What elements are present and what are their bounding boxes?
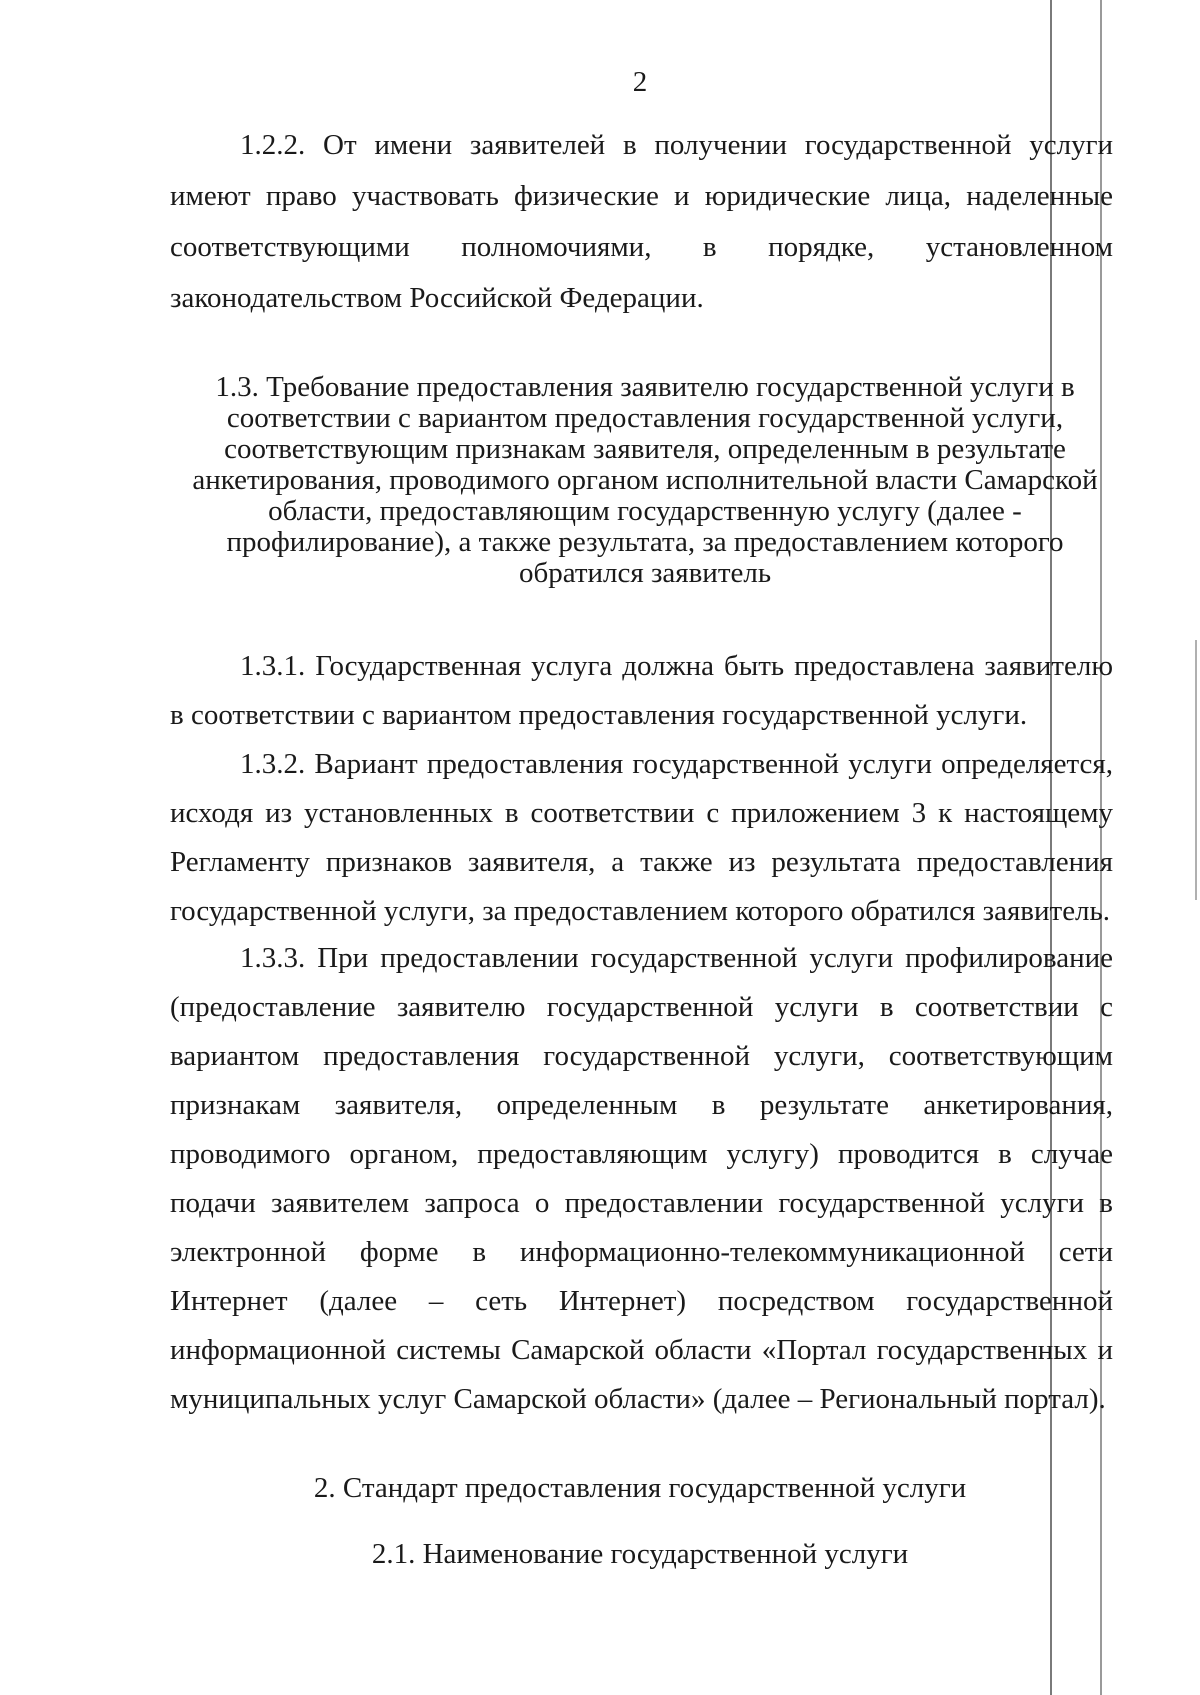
- section-2-1-title: 2.1. Наименование государственной услуги: [371, 1538, 909, 1570]
- scan-edge-line: [1195, 640, 1197, 900]
- clause-1-2-2: 1.2.2. От имени заявителей в получении государственной услуги имеют право участвовать физические и юридические лица, наделенные соответствующими полномочиями, в порядке, установленном законодательством Российской Федерации.: [170, 129, 1113, 314]
- clause-1-3-3: 1.3.3. При предоставлении государственной услуги профилирование (предоставление заявителю государственной услуги в соответствии с вариантом предоставления государственной услуги, соответствующим признакам заявителя, определенным в результате анкетирования, проводимого органом, предоставляющим услугу) проводится в случае подачи заявителем запроса о предоставлении государственной услуги в электронной форме в информационно-телекоммуникационной сети Интернет (далее – сеть Интернет) посредством государственной информационной системы Самарской области «Портал государственных и муниципальных услуг Самарской области» (далее – Региональный портал).: [170, 942, 1113, 1415]
- clause-1-3-2: 1.3.2. Вариант предоставления государственной услуги определяется, исходя из установленных в соответствии с приложением 3 к настоящему Регламенту признаков заявителя, а также из результата предоставления государственной услуги, за предоставлением которого обратился заявитель.: [170, 748, 1113, 927]
- page-number: 2: [632, 66, 648, 98]
- clause-1-3-1: 1.3.1. Государственная услуга должна быть предоставлена заявителю в соответствии с вариантом предоставления государственной услуги.: [170, 650, 1113, 731]
- section-2-title: 2. Стандарт предоставления государственной услуги: [313, 1472, 967, 1504]
- heading-1-3: 1.3. Требование предоставления заявителю государственной услуги в соответствии с вариантом предоставления государственной услуги, соответствующим признакам заявителя, определенным в результате анкетирования, проводимого органом исполнительной власти Самарской области, предоставляющим государственную услугу (далее - профилирование), а также результата, за предоставлением которого обратился заявитель: [192, 371, 1098, 589]
